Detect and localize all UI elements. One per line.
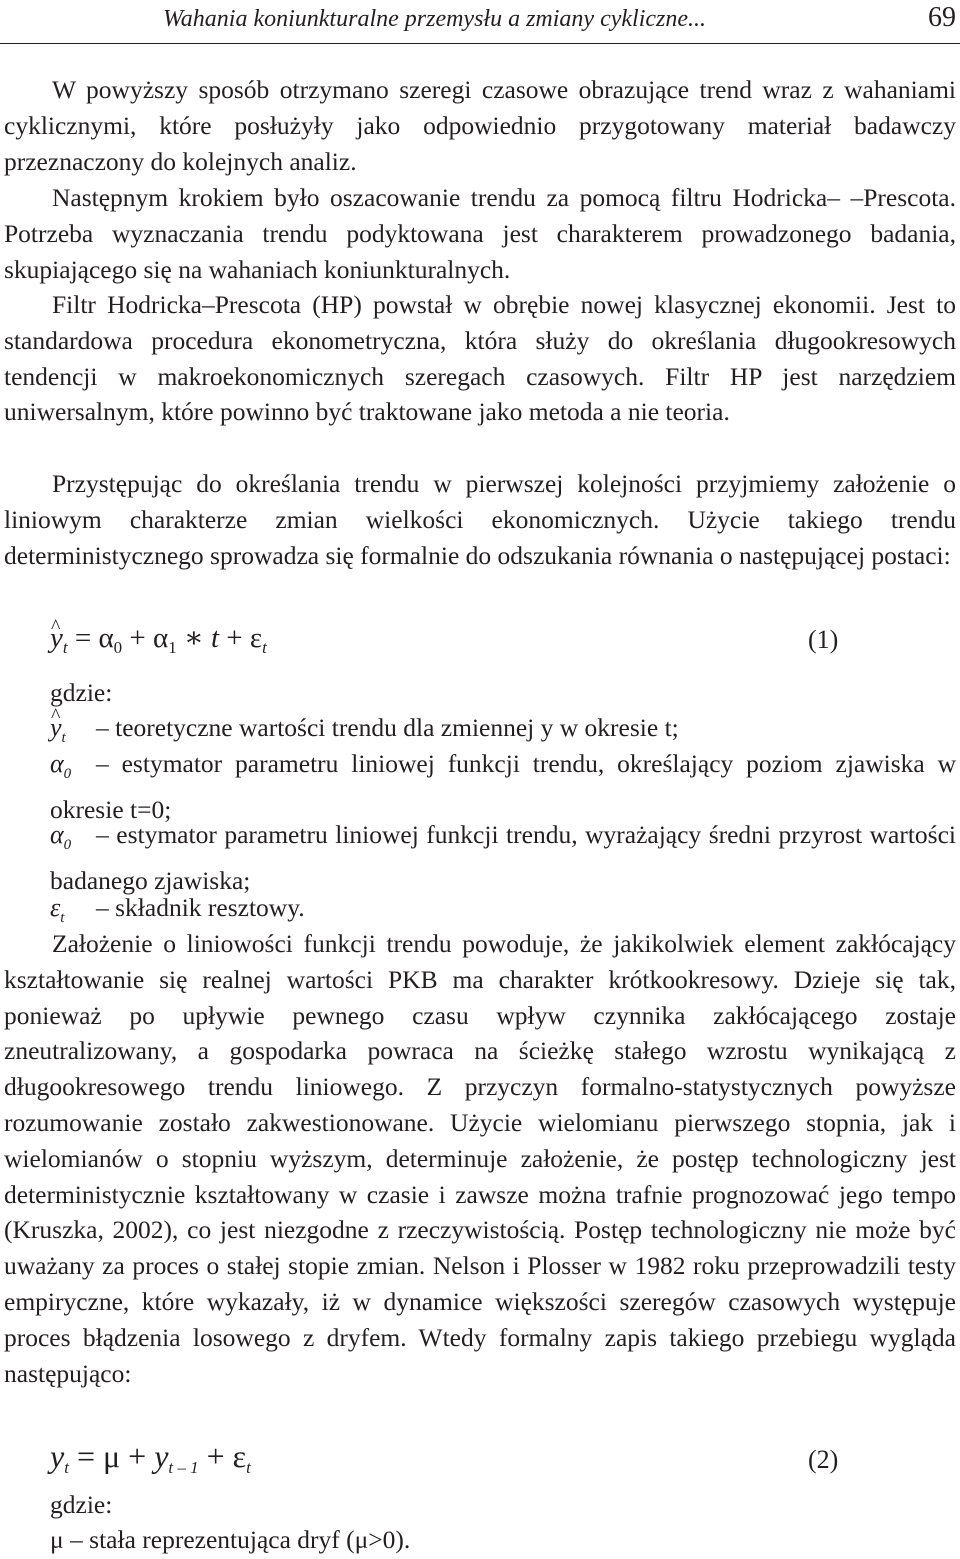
definition-mu: μ – stała reprezentująca dryf (μ>0). <box>50 1525 411 1554</box>
eq2-sub-t: t <box>64 1458 69 1477</box>
eq2-epsilon: ε <box>232 1438 247 1474</box>
gdzie-label-2: gdzie: <box>50 1490 113 1519</box>
eq2-mu: μ <box>102 1438 121 1474</box>
eq1-plus-1: + <box>129 622 146 654</box>
eq1-eps-sub-t: t <box>262 638 267 657</box>
eq2-plus-1: + <box>128 1438 147 1474</box>
eq1-sub-t: t <box>62 638 68 657</box>
def-epsilon-text: – składnik resztowy. <box>96 893 305 922</box>
def-y-hat-text: – teoretyczne wartości trendu dla zmiennej y w okresie t; <box>96 713 679 742</box>
page-number: 69 <box>928 2 956 33</box>
def-alpha0-text: – estymator parametru liniowej funkcji trendu, określający poziom zjawiska w okresie t=0; <box>50 749 956 825</box>
eq1-alpha1: α <box>153 622 169 654</box>
eq1-t: t <box>210 622 220 654</box>
gdzie-label-1: gdzie: <box>50 678 113 707</box>
eq2-y: y <box>50 1438 65 1474</box>
equation-1 <box>50 618 850 668</box>
eq2-eps-sub-t: t <box>246 1458 251 1477</box>
paragraph-2: Następnym krokiem było oszacowanie trendu za pomocą filtru Hodricka– –Prescota. Potrzeba wyznaczania trendu podyktowana jest charakterem prowadzonego badania, skupiającego się na wahaniach koniunkturalnych. <box>4 183 956 284</box>
definition-alpha1 <box>50 817 956 898</box>
eq2-sub-t-minus-1: t – 1 <box>168 1458 199 1477</box>
def-alpha0-symbol: $\alpha_0$ <box>50 749 72 783</box>
paragraph-3: Filtr Hodricka–Prescota (HP) powstał w obrębie nowej klasycznej ekonomii. Jest to standardowa procedura ekonometryczna, która służy do określania długookresowych tendencji w makroekonomicznych szeregach czasowych. Filtr HP jest narzędziem uniwersalnym, które powinno być traktowane jako metoda a nie teoria. <box>4 290 956 427</box>
def-y-hat-symbol: ^ $y_t$ <box>50 710 96 756</box>
definition-alpha0 <box>50 746 956 827</box>
eq2-y-lag: y <box>154 1438 169 1474</box>
eq1-plus-2: + <box>226 622 243 654</box>
eq1-equals: = <box>74 622 92 654</box>
paragraph-5: Założenie o liniowości funkcji trendu powoduje, że jakikolwiek element zakłócający kształtowanie się realnej wartości PKB ma charakter krótkookresowy. Dzieje się tak, ponieważ po upływie pewnego czasu wpływ czynnika zakłócającego zostaje zneutralizowany, a gospodarka powraca na ścieżkę stałego wzrostu wynikającą z długookresowego trendu liniowego. Z przyczyn formalno-statystycznych powyższe rozumowanie zostało zakwestionowane. Użycie wielomianu pierwszego stopnia, jak i wielomianów o stopniu wyższym, determinuje założenie, że postęp technologiczny jest deterministycznie kształtowany w czasie i zawsze można trafnie prognozować jego tempo (Kruszka, 2002), co jest niezgodne z rzeczywistością. Postęp technologiczny nie może być uważany za proces o stałej stopie zmian. Nelson i Plosser w 1982 roku przeprowadzili testy empiryczne, które wykazały, iż w dynamice większości szeregów czasowych występuje proces błądzenia losowego z dryfem. Wtedy formalny zapis takiego przebiegu wygląda następująco: <box>4 929 956 1388</box>
paragraph-4: Przystępując do określania trendu w pierwszej kolejności przyjmiemy założenie o liniowym charakterze zmian wielkości ekonomicznych. Użycie takiego trendu deterministycznego sprowadza się formalnie do odszukania równania o następującej postaci: <box>4 469 956 570</box>
running-header <box>0 0 960 44</box>
eq2-plus-2: + <box>206 1438 225 1474</box>
equation-2 <box>50 1436 850 1486</box>
equation-1-number: (1) <box>808 625 839 654</box>
running-title: Wahania koniunkturalne przemysłu a zmiany cykliczne... <box>163 6 707 32</box>
eq1-star: ∗ <box>183 622 204 654</box>
eq1-alpha0: α <box>98 622 114 654</box>
paragraph-1: W powyższy sposób otrzymano szeregi czasowe obrazujące trend wraz z wahaniami cyklicznymi, które posłużyły jako odpowiednio przygotowany materiał badawczy przeznaczony do kolejnych analiz. <box>4 75 956 176</box>
equation-2-number: (2) <box>808 1445 839 1474</box>
eq1-epsilon: ε <box>249 622 263 654</box>
eq1-sub-0: 0 <box>113 638 123 657</box>
def-epsilon-symbol: $\varepsilon_t$ <box>50 893 65 927</box>
def-alpha1-text: – estymator parametru liniowej funkcji trendu, wyrażający średni przyrost wartości badanego zjawiska; <box>50 820 956 896</box>
eq1-y-hat: ^ y <box>50 618 63 658</box>
def-alpha1-symbol: $\alpha_0$ <box>50 820 72 854</box>
eq1-sub-1: 1 <box>168 638 177 657</box>
eq2-equals: = <box>76 1438 95 1474</box>
